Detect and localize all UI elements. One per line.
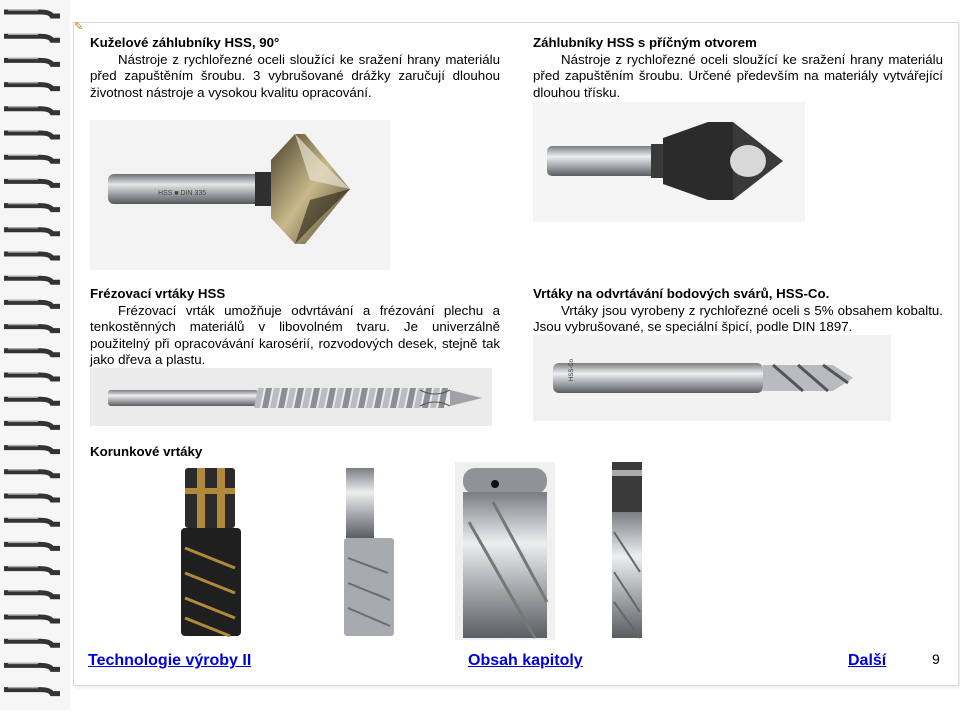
- binding-ring: [4, 617, 60, 621]
- spiral-binding: [0, 0, 70, 710]
- link-obsah-kapitoly[interactable]: Obsah kapitoly: [468, 652, 583, 669]
- binding-ring: [4, 496, 60, 500]
- section-title: Záhlubníky HSS s příčným otvorem: [533, 35, 757, 50]
- section-title: Korunkové vrtáky: [90, 444, 203, 459]
- binding-ring: [4, 423, 60, 427]
- section-text: Nástroje z rychlořezné oceli sloužící ke sražení hrany materiálu před zapuštěním šroubu. Určené především na materiály vytvářející dlouhou třísku.: [533, 51, 943, 100]
- binding-ring: [4, 593, 60, 597]
- cross-hole-countersink-photo: [533, 102, 805, 222]
- core-drill-wide-photo: [455, 462, 555, 640]
- section-text: Nástroje z rychlořezné oceli sloužící ke sražení hrany materiálu před zapuštěním šroubu. 3 vybrušované drážky zaručují dlouhou životnost nástroje a vysokou kvalitu opracování.: [90, 51, 500, 100]
- binding-ring: [4, 520, 60, 524]
- page-number: 9: [932, 651, 940, 667]
- section-title: Frézovací vrtáky HSS: [90, 286, 226, 301]
- section-milling: [90, 286, 500, 369]
- svg-text:HSS ■ DIN 335: HSS ■ DIN 335: [158, 190, 207, 197]
- page-corner-mark: ✎: [74, 21, 84, 33]
- section-title: Vrtáky na odvrtávání bodových svárů, HSS-Co.: [533, 286, 830, 301]
- binding-ring: [4, 665, 60, 669]
- binding-ring: [4, 641, 60, 645]
- binding-ring: [4, 351, 60, 355]
- binding-ring: [4, 206, 60, 210]
- binding-ring: [4, 690, 60, 694]
- section-core: [90, 444, 390, 461]
- section-countersink: [90, 35, 500, 101]
- section-title: Kuželové záhlubníky HSS, 90°: [90, 35, 280, 50]
- section-cross-hole: [533, 35, 943, 101]
- binding-ring: [4, 254, 60, 258]
- binding-ring: [4, 36, 60, 40]
- binding-ring: [4, 569, 60, 573]
- spiral-rings-graphic: [0, 0, 70, 710]
- core-drill-silver-photo: [338, 468, 400, 638]
- countersink-photo: [90, 120, 390, 270]
- link-technologie-vyroby[interactable]: Technologie výroby II: [88, 652, 252, 669]
- binding-ring: [4, 544, 60, 548]
- svg-text:HSS-Co: HSS-Co: [569, 358, 575, 381]
- milling-drill-photo: [90, 368, 492, 426]
- binding-ring: [4, 12, 60, 16]
- binding-ring: [4, 109, 60, 113]
- binding-ring: [4, 60, 60, 64]
- binding-ring: [4, 157, 60, 161]
- binding-ring: [4, 181, 60, 185]
- binding-ring: [4, 399, 60, 403]
- core-drill-narrow-photo: [608, 462, 646, 640]
- binding-ring: [4, 375, 60, 379]
- section-text: Frézovací vrták umožňuje odvrtávání a frézování plechu a tenkostěnných materiálů v libovolném tvaru. Je univerzálně použitelný při opracovávání karosérií, rozvodových desek, stejně tak jako dřeva a plastu.: [90, 302, 500, 367]
- binding-ring: [4, 448, 60, 452]
- link-dalsi[interactable]: Další: [848, 652, 887, 669]
- binding-ring: [4, 133, 60, 137]
- binding-ring: [4, 472, 60, 476]
- binding-ring: [4, 230, 60, 234]
- section-text: Vrtáky jsou vyrobeny z rychlořezné oceli s 5% obsahem kobaltu. Jsou vybrušované, se speciální špicí, podle DIN 1897.: [533, 302, 943, 334]
- binding-ring: [4, 327, 60, 331]
- binding-ring: [4, 302, 60, 306]
- binding-ring: [4, 278, 60, 282]
- section-spot-weld: [533, 286, 943, 336]
- binding-ring: [4, 85, 60, 89]
- core-drill-black-photo: [175, 468, 250, 638]
- spot-weld-drill-photo: [533, 335, 891, 421]
